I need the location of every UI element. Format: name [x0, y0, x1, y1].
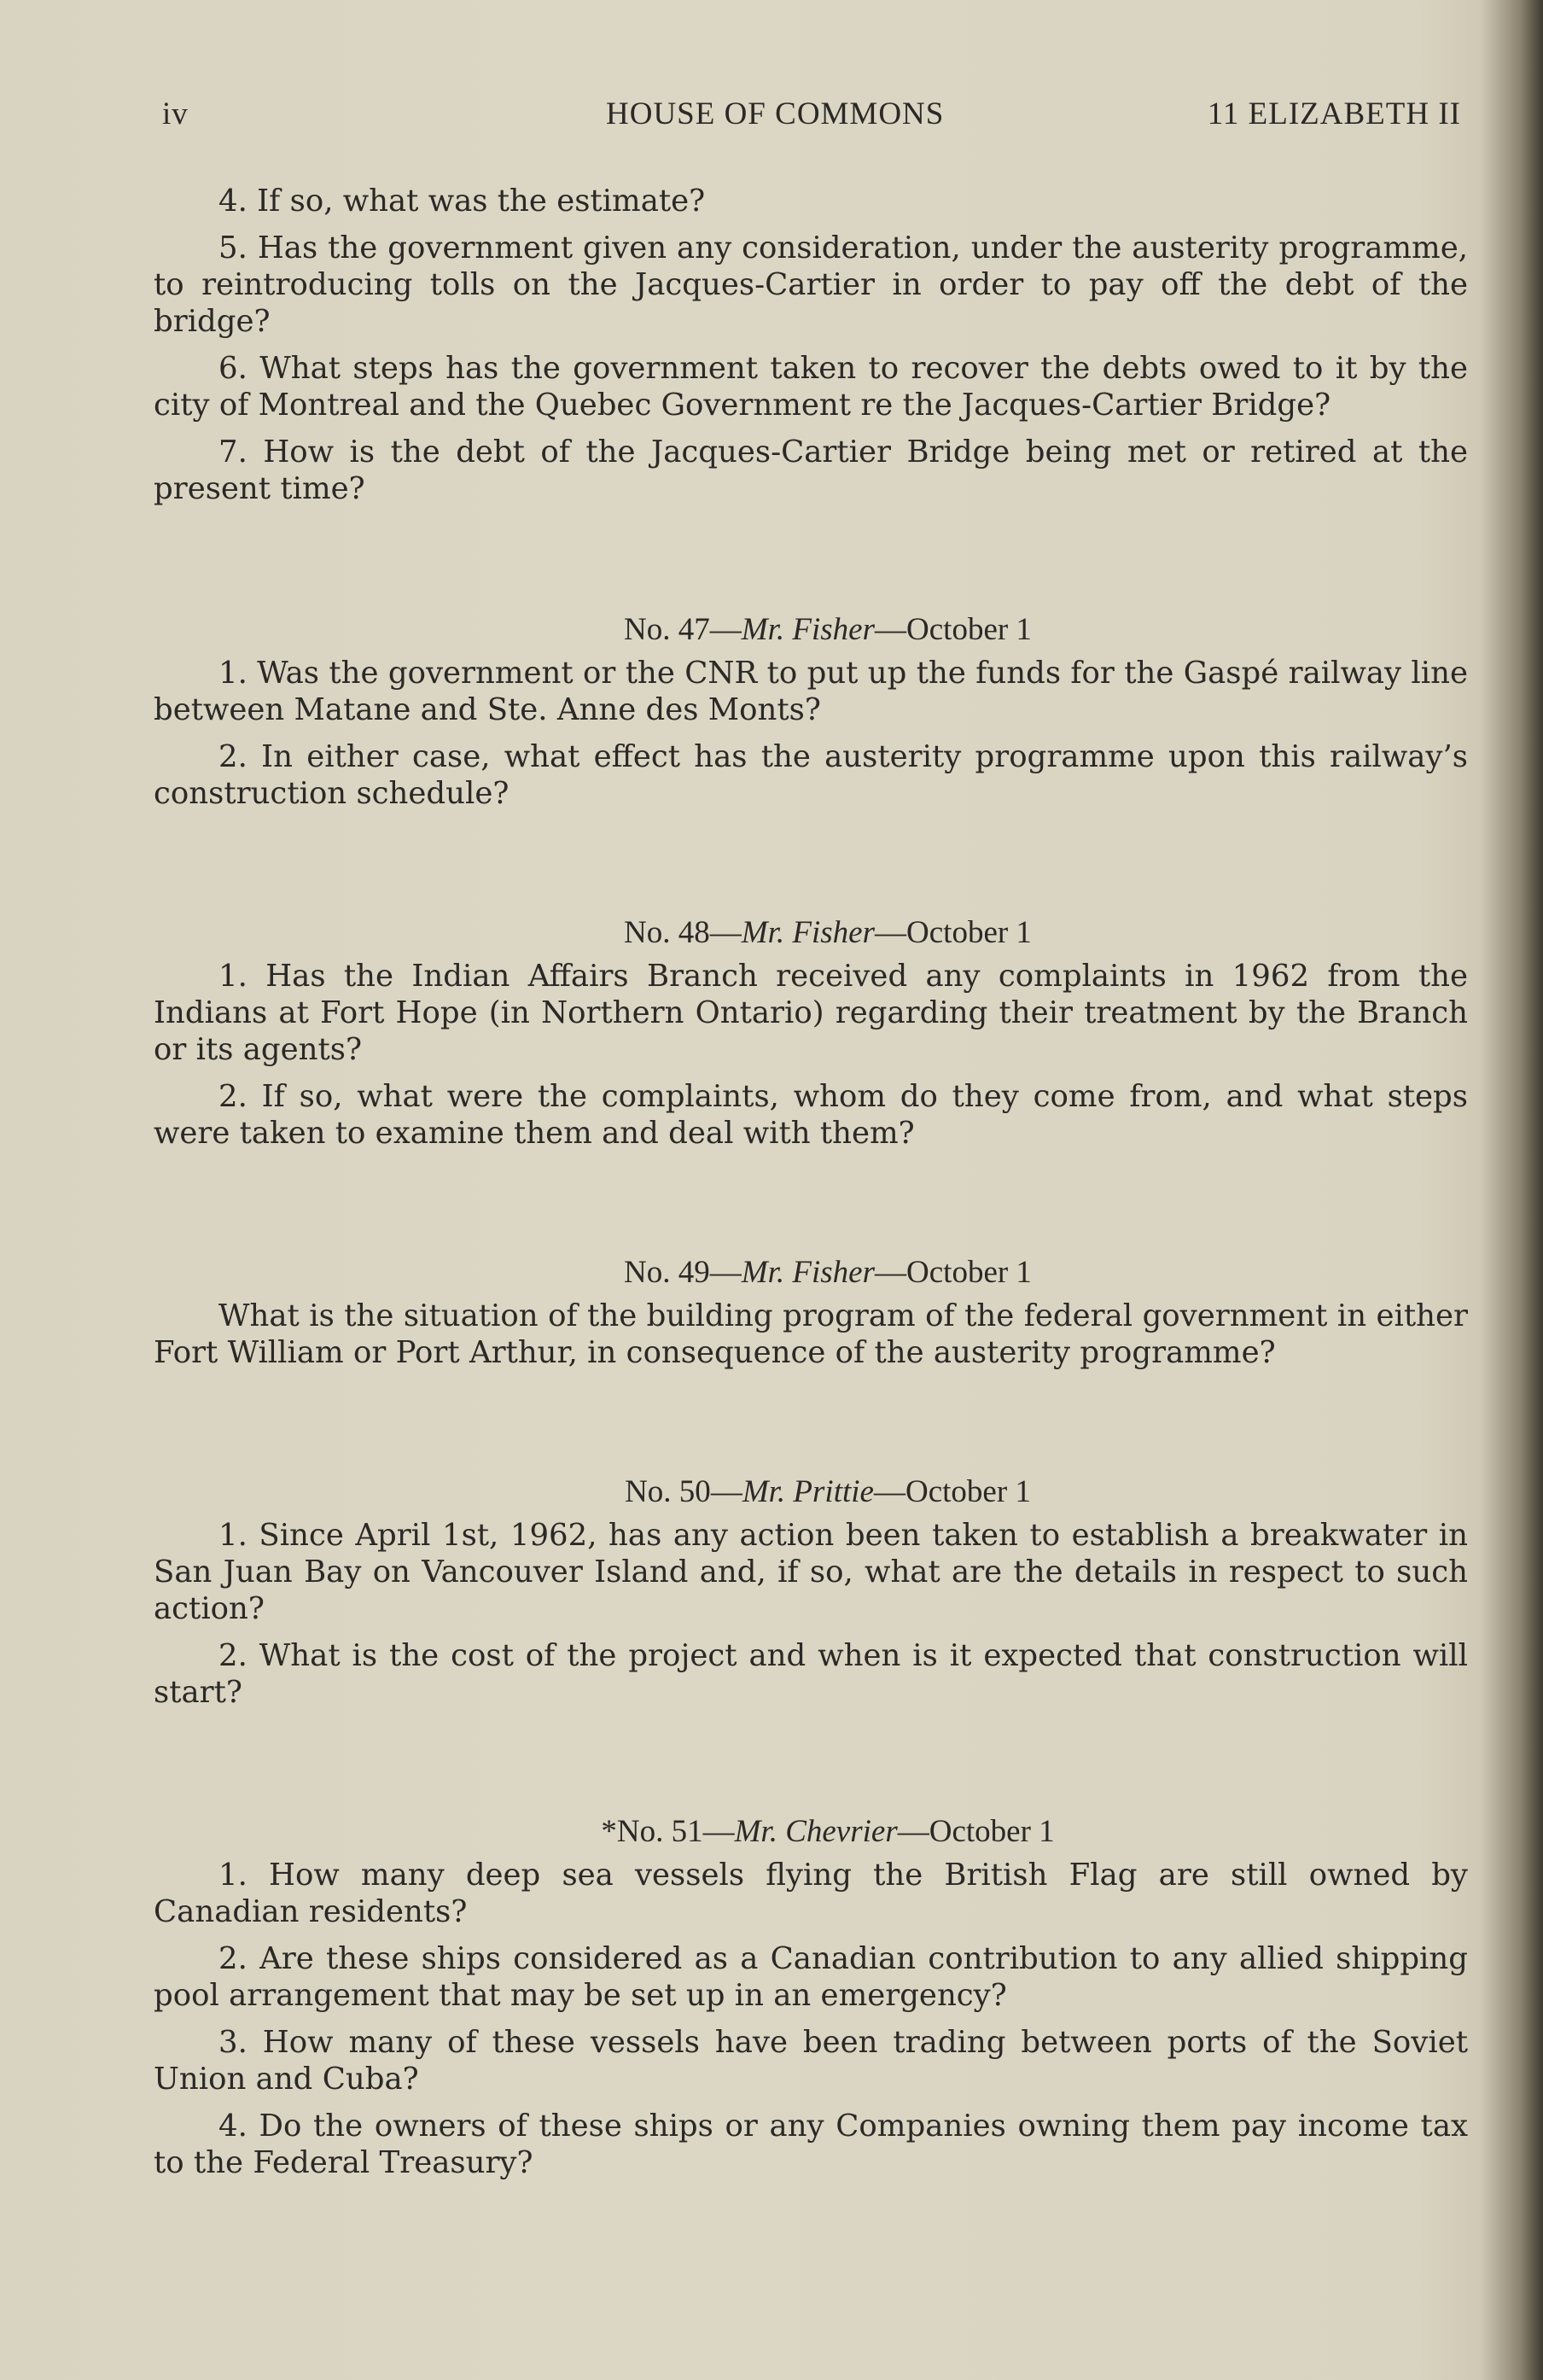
question-heading: No. 50—Mr. Prittie—October 1: [625, 1474, 1031, 1509]
question-date: October 1: [906, 915, 1032, 950]
question-47: [154, 611, 1468, 812]
question-item: What is the situation of the building program of the federal government in either Fort William or Port Arthur, in consequence of the austerity programme?: [154, 1298, 1468, 1370]
question-48: [154, 914, 1468, 1152]
question-number: *No. 51: [601, 1814, 703, 1849]
page-title: HOUSE OF COMMONS: [606, 96, 945, 131]
question-member: Mr. Chevrier: [734, 1814, 898, 1849]
question-date: October 1: [906, 612, 1032, 647]
session-label: 11 ELIZABETH II: [1207, 96, 1461, 131]
page-content: [154, 183, 1468, 2284]
question-date: October 1: [906, 1255, 1032, 1290]
question-item: 2. Are these ships considered as a Canadian contribution to any allied shipping pool arrangement that may be set up in an emergency?: [154, 1941, 1468, 2013]
question-heading: No. 47—Mr. Fisher—October 1: [624, 612, 1032, 647]
question-item: 1. Was the government or the CNR to put up the funds for the Gaspé railway line between Matane and Ste. Anne des Monts?: [154, 656, 1468, 727]
question-item: 2. If so, what were the complaints, whom do they come from, and what steps were taken to examine them and deal with them?: [154, 1079, 1468, 1151]
question-item: 2. What is the cost of the project and when is it expected that construction will start?: [154, 1638, 1468, 1710]
question-number: No. 50: [625, 1474, 711, 1509]
question-date: October 1: [905, 1474, 1031, 1509]
page-header: [162, 96, 1461, 138]
question-member: Mr. Fisher: [741, 915, 876, 950]
question-item: 6. What steps has the government taken to recover the debts owed to it by the city of Montreal and the Quebec Government re the Jacques-Cartier Bridge?: [154, 351, 1468, 423]
question-50: [154, 1473, 1468, 1711]
page-number: iv: [162, 96, 189, 131]
question-member: Mr. Fisher: [741, 612, 876, 647]
question-item: 7. How is the debt of the Jacques-Cartier Bridge being met or retired at the present time?: [154, 435, 1468, 506]
question-49: [154, 1254, 1468, 1371]
question-number: No. 47: [624, 612, 710, 647]
question-heading: No. 48—Mr. Fisher—October 1: [624, 915, 1032, 950]
question-number: No. 49: [624, 1255, 710, 1290]
question-51: [154, 1813, 1468, 2181]
question-item: 4. Do the owners of these ships or any Companies owning them pay income tax to the Federal Treasury?: [154, 2109, 1468, 2180]
question-item: 5. Has the government given any consideration, under the austerity programme, to reintroducing tolls on the Jacques-Cartier in order to pay off the debt of the bridge?: [154, 230, 1468, 339]
question-member: Mr. Fisher: [741, 1255, 876, 1290]
question-date: October 1: [929, 1814, 1055, 1849]
question-heading: No. 49—Mr. Fisher—October 1: [624, 1255, 1032, 1290]
question-item: 1. Since April 1st, 1962, has any action been taken to establish a breakwater in San Juan Bay on Vancouver Island and, if so, what are the details in respect to such action?: [154, 1518, 1468, 1626]
question-heading: *No. 51—Mr. Chevrier—October 1: [601, 1814, 1055, 1849]
question-item: 3. How many of these vessels have been trading between ports of the Soviet Union and Cuba?: [154, 2025, 1468, 2097]
question-item: 4. If so, what was the estimate?: [218, 184, 706, 219]
question-item: 1. Has the Indian Affairs Branch received any complaints in 1962 from the Indians at Fort Hope (in Northern Ontario) regarding their treatment by the Branch or its agents?: [154, 959, 1468, 1067]
question-member: Mr. Prittie: [742, 1474, 874, 1509]
question-item: 2. In either case, what effect has the austerity programme upon this railway’s construction schedule?: [154, 739, 1468, 811]
question-item: 1. How many deep sea vessels flying the British Flag are still owned by Canadian residents?: [154, 1858, 1468, 1929]
continued-question: [154, 183, 1468, 507]
question-number: No. 48: [624, 915, 710, 950]
